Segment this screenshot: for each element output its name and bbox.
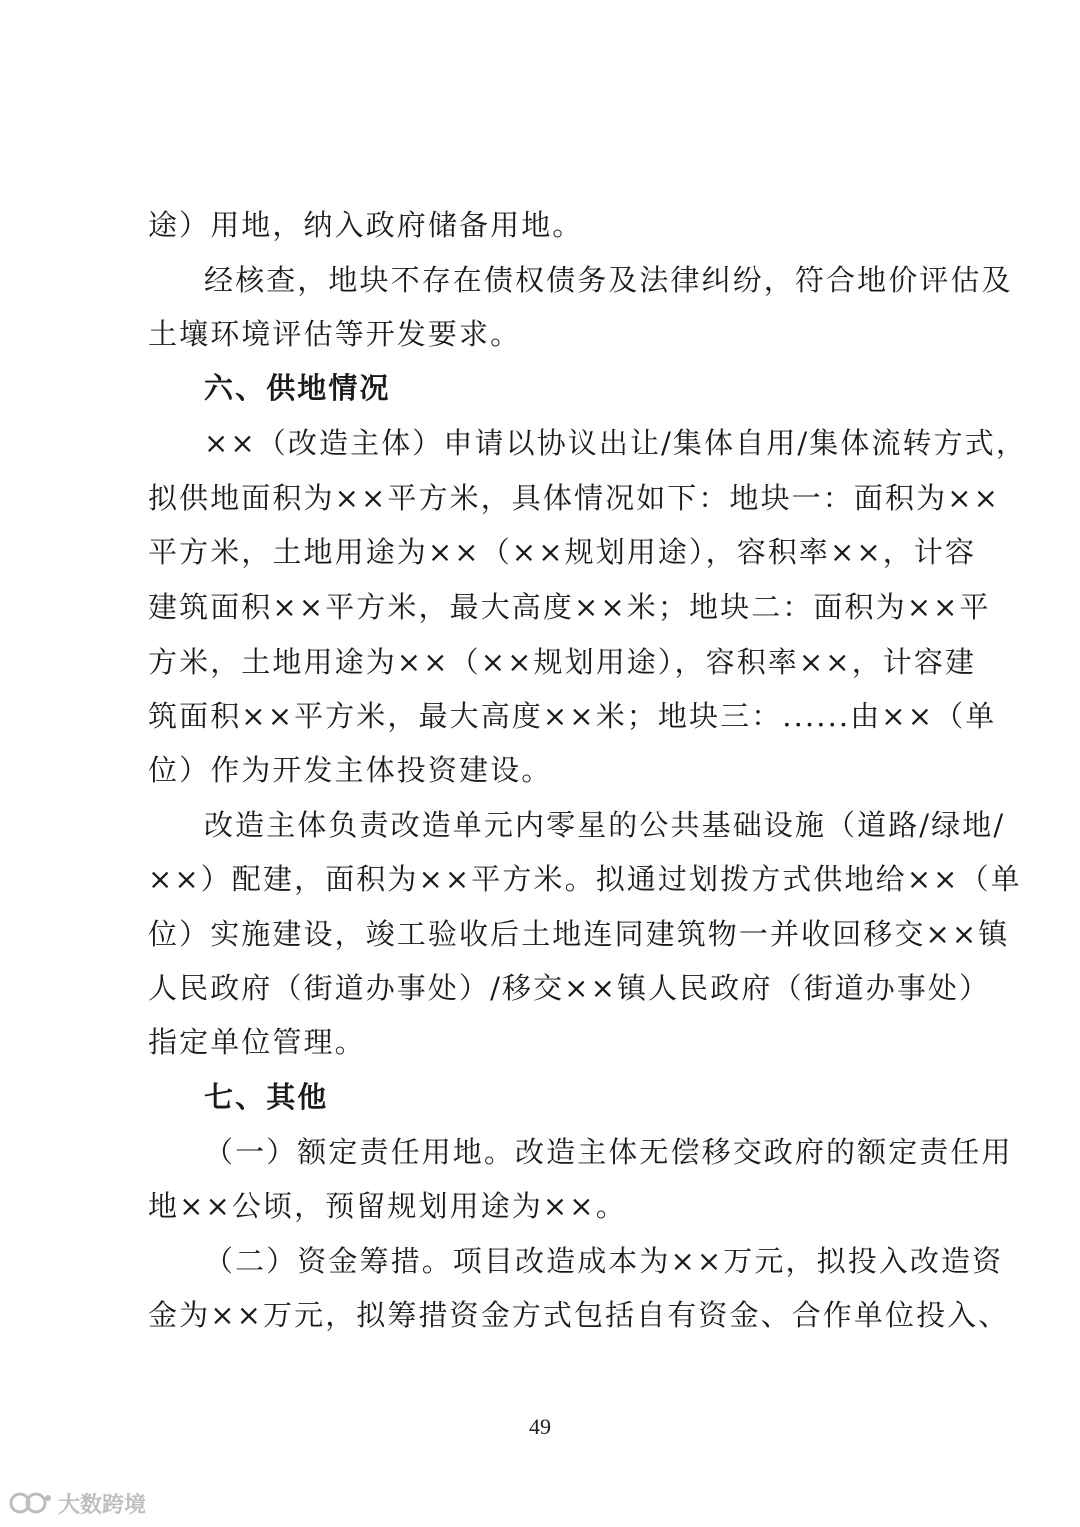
text-line: 位）实施建设，竣工验收后土地连同建筑物一并收回移交××镇: [148, 917, 1010, 951]
text-line: 指定单位管理。: [148, 1025, 366, 1059]
watermark-logo-icon: [8, 1488, 52, 1518]
text-line: （一）额定责任用地。改造主体无偿移交政府的额定责任用: [204, 1135, 1013, 1169]
text-line: 经核查，地块不存在债权债务及法律纠纷，符合地价评估及: [204, 263, 1013, 297]
text-line: 土壤环境评估等开发要求。: [148, 317, 522, 351]
text-line: 位）作为开发主体投资建设。: [148, 753, 553, 787]
text-line: 拟供地面积为××平方米，具体情况如下：地块一：面积为××: [148, 481, 1000, 515]
text-line: 金为××万元，拟筹措资金方式包括自有资金、合作单位投入、: [148, 1298, 1010, 1332]
watermark-text: 大数跨境: [58, 1492, 147, 1518]
text-line: 途）用地，纳入政府储备用地。: [148, 208, 584, 242]
section-heading-7: 七、其他: [204, 1080, 329, 1114]
text-line: 地××公顷，预留规划用途为××。: [148, 1189, 627, 1223]
text-line: 改造主体负责改造单元内零星的公共基础设施（道路/绿地/: [204, 808, 1006, 842]
section-heading-6: 六、供地情况: [204, 371, 391, 405]
watermark: [8, 1486, 146, 1520]
page-number: 49: [529, 1414, 551, 1439]
text-line: ××（改造主体）申请以协议出让/集体自用/集体流转方式，: [204, 426, 1027, 460]
text-line: 平方米，土地用途为××（××规划用途），容积率××，计容: [148, 535, 977, 569]
text-line: （二）资金筹措。项目改造成本为××万元，拟投入改造资: [204, 1244, 1004, 1278]
text-line: 筑面积××平方米，最大高度××米；地块三：......由××（单: [148, 699, 997, 733]
text-line: 建筑面积××平方米，最大高度××米；地块二：面积为××平: [148, 590, 991, 624]
text-line: 方米，土地用途为××（××规划用途），容积率××，计容建: [148, 645, 977, 679]
text-line: 人民政府（街道办事处）/移交××镇人民政府（街道办事处）: [148, 971, 991, 1005]
text-line: ××）配建，面积为××平方米。拟通过划拨方式供地给××（单: [148, 862, 1022, 896]
